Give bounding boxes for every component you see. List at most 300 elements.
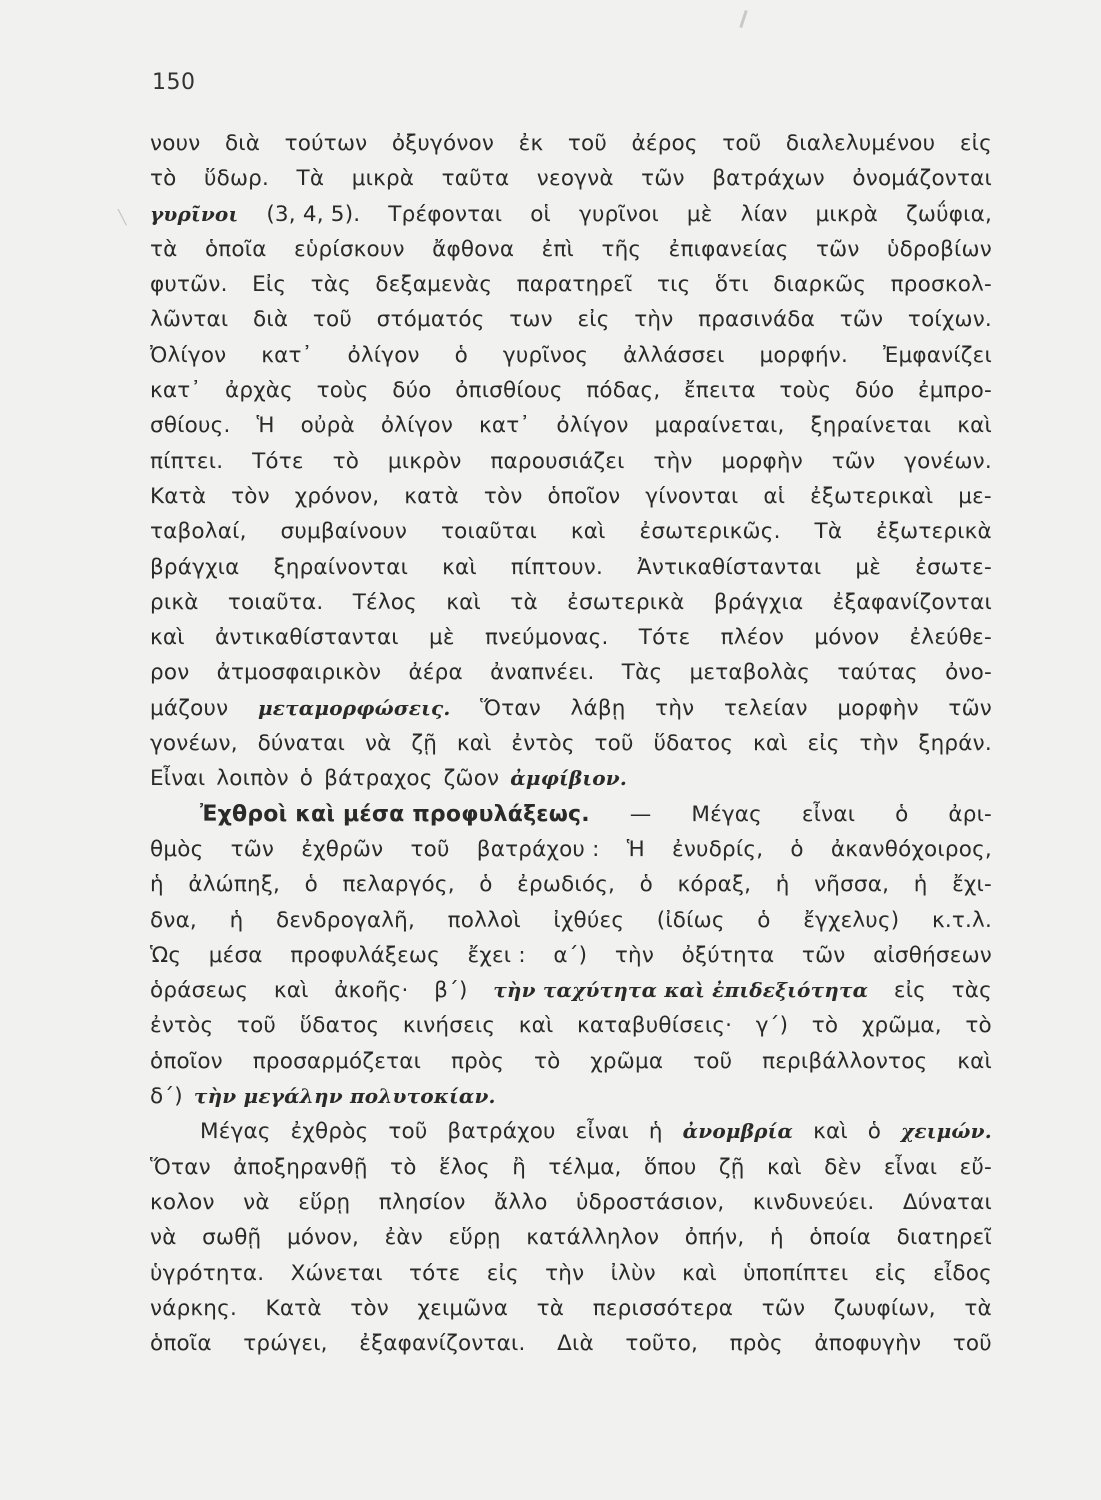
text-line — [150, 1291, 992, 1326]
word: μαραίνεται, — [654, 413, 785, 439]
word: κινδυνεύει. — [752, 1189, 875, 1215]
word: τὴν — [653, 448, 693, 474]
word: ἐσωτε- — [915, 554, 992, 580]
word: α΄) — [553, 942, 588, 968]
word: ὀνο- — [945, 660, 992, 686]
word: τὰ — [510, 589, 538, 615]
word: ἔγχελυς) — [803, 907, 900, 933]
word: ὁ — [299, 766, 314, 792]
word: κατ᾽ — [261, 342, 313, 368]
word: ἀέρα — [408, 660, 463, 686]
word: μορφὴν — [837, 695, 919, 721]
word: ἀτμοσφαιρικὸν — [216, 660, 382, 686]
word: εὕρῃ — [448, 1225, 501, 1251]
word: εὔ- — [959, 1154, 992, 1180]
word: ἐνυδρίς, — [672, 836, 764, 862]
word: Τὰς — [621, 660, 663, 686]
word: ἐξωτερικὰ — [876, 519, 992, 545]
word: αἱ — [763, 483, 786, 509]
word: ἐσωτερικῶς. — [639, 519, 781, 545]
text-line — [150, 1044, 992, 1079]
word: τοῦτο, — [625, 1331, 699, 1357]
word: Ὅταν — [480, 695, 541, 721]
word: πρὸς — [729, 1331, 783, 1357]
word: ἐχθρὸς — [290, 1119, 369, 1145]
word: χρῶμα, — [861, 1013, 942, 1039]
word: δνα, — [150, 907, 197, 933]
word: ἀλλάσσει — [623, 342, 725, 368]
word: ταῦτα — [441, 166, 510, 192]
word: τὴν — [614, 942, 655, 968]
word: γυρῖνοι — [579, 201, 659, 227]
word: τις — [656, 272, 691, 298]
word: μορφήν. — [759, 342, 849, 368]
word: καὶ — [518, 1013, 554, 1039]
word: πρασινάδα — [698, 307, 816, 333]
word: νουν — [150, 131, 201, 156]
word: ἐκ — [518, 131, 544, 156]
word: τοῦ — [567, 131, 607, 156]
word: τὴν — [655, 695, 695, 721]
word: μὲ — [429, 625, 455, 651]
word: ὑποπίπτει — [743, 1260, 849, 1286]
text-line — [150, 797, 992, 832]
word: θμὸς — [150, 836, 204, 862]
word: τοῦ — [693, 1048, 733, 1074]
text-line — [150, 514, 992, 549]
word: ὁράσεως — [150, 978, 249, 1004]
word: καὶ — [957, 1048, 992, 1074]
word: εἰς — [807, 731, 840, 757]
word: Τέλος — [352, 589, 417, 615]
word: περιβάλλοντος — [762, 1048, 928, 1074]
key-term: γυρῖνοι — [150, 201, 239, 226]
word: Μέγας — [691, 801, 762, 827]
word: τῶν — [948, 695, 992, 721]
word: ξηραίνεται — [810, 413, 932, 439]
word: ὀξυγόνον — [391, 131, 495, 156]
word: τοῦ — [312, 307, 352, 333]
word: νάρκης. — [150, 1295, 237, 1321]
word: δεξαμενὰς — [375, 272, 493, 298]
word: γίνονται — [645, 483, 739, 509]
word: λῶνται — [150, 307, 229, 333]
text-line — [150, 655, 992, 690]
word: τότε — [408, 1260, 461, 1286]
word: εἰς — [959, 131, 992, 156]
word: καὶ — [752, 731, 788, 757]
word: καὶ — [813, 1119, 848, 1145]
word: περισσότερα — [592, 1295, 734, 1321]
word: ταβολαί, — [150, 519, 247, 545]
word: τὸν — [231, 483, 270, 509]
word: βατράχου — [447, 1119, 556, 1145]
word: Ἡ — [256, 413, 275, 439]
word: τοιαῦτα. — [227, 589, 324, 615]
word: ἡ — [913, 872, 928, 898]
word: πνεύμονας. — [485, 625, 609, 651]
word: μικρὸν — [387, 448, 462, 474]
word: ὁ — [867, 1119, 882, 1145]
word: ἐπὶ — [541, 236, 575, 262]
word: μὲ — [686, 201, 713, 227]
word: τοίχων. — [907, 307, 992, 333]
word: λοιπὸν — [216, 766, 289, 792]
word: Ὅταν — [150, 1154, 211, 1180]
word: ἀρχὰς — [224, 378, 293, 404]
text-line — [150, 973, 992, 1008]
key-term: τὴν ταχύτητα καὶ ἐπιδεξιότητα — [493, 978, 869, 1003]
key-term: μεταμορφώσεις. — [257, 695, 451, 720]
word: ὁποῖον — [547, 483, 621, 509]
text-line — [150, 126, 992, 161]
word: παρουσιάζει — [490, 448, 625, 474]
word: Τότε — [638, 625, 691, 651]
word: ὁποῖα — [150, 1331, 212, 1357]
word: μικρὰ — [815, 201, 878, 227]
section-heading: Ἐχθροὶ καὶ μέσα προφυλάξεως. — [200, 801, 590, 827]
word: ὁποῖα — [204, 236, 267, 262]
word: Τὰ — [296, 166, 325, 192]
word: ὁποῖον — [150, 1048, 223, 1074]
word: μόνον, — [286, 1225, 360, 1251]
word: Ἐμφανίζει — [882, 342, 992, 368]
word: τῶν — [761, 1295, 806, 1321]
word: μάζουν — [150, 695, 229, 721]
word: ἐντὸς — [511, 731, 575, 757]
word: τὸν — [483, 483, 523, 509]
word: τὴν — [634, 307, 674, 333]
text-line — [150, 161, 992, 196]
word: εἶναι — [801, 801, 856, 827]
word: ἀποφυγὴν — [814, 1331, 922, 1357]
word: εἰς — [486, 1260, 519, 1286]
word: δύναται — [257, 731, 346, 757]
text-line — [150, 1185, 992, 1220]
key-term: χειμών. — [901, 1119, 992, 1144]
scan-speck: ╲ — [118, 210, 127, 226]
word: τελείαν — [723, 695, 808, 721]
word: τῶν — [815, 236, 860, 262]
word: μορφὴν — [721, 448, 803, 474]
word: μόνον — [814, 625, 880, 651]
word: (3, 4, 5). — [266, 201, 361, 227]
word: κόραξ, — [677, 872, 752, 898]
word: Μέγας — [200, 1119, 271, 1145]
text-line — [150, 267, 992, 302]
word: ὅπου — [643, 1154, 697, 1180]
word: γονέων, — [150, 731, 238, 757]
word: ὑδροστάσιον, — [575, 1189, 725, 1215]
word: Εἶναι — [150, 766, 206, 792]
text-line — [150, 373, 992, 408]
word: εὑρίσκουν — [294, 236, 405, 262]
word: ἡ — [150, 872, 164, 898]
word: Ἡ — [626, 836, 645, 862]
word: ἐρωδιός, — [517, 872, 616, 898]
word: κ.τ.λ. — [931, 907, 992, 933]
word: ὀξύτητα — [681, 942, 775, 968]
word: εἶναι — [575, 1119, 629, 1145]
scan-mark — [739, 10, 747, 28]
word: ζωΰφια, — [905, 201, 992, 227]
word: ὁ — [790, 836, 804, 862]
word: ἔχι- — [952, 872, 992, 898]
word: δύο — [854, 378, 895, 404]
word: βατράχου : — [476, 836, 600, 862]
text-line — [150, 232, 992, 267]
word: δὲν — [824, 1154, 862, 1180]
key-term: ἀνομβρία — [682, 1119, 794, 1144]
word: τοῦ — [722, 131, 762, 156]
word: ἀποξηρανθῇ — [233, 1154, 368, 1180]
word: ἀέρος — [631, 131, 698, 156]
word: των — [509, 307, 553, 333]
word: ἐξωτερικαὶ — [810, 483, 934, 509]
word: καὶ — [273, 978, 309, 1004]
word: Κατὰ — [265, 1295, 322, 1321]
word: κατὰ — [404, 483, 459, 509]
word: ὁ — [304, 872, 318, 898]
word: πολλοὶ — [447, 907, 521, 933]
word: οἱ — [530, 201, 552, 227]
word: χρόνον, — [294, 483, 380, 509]
word: τοὺς — [316, 378, 369, 404]
word: ἐσωτερικὰ — [567, 589, 685, 615]
key-term: τὴν μεγάλην πολυτοκίαν. — [193, 1084, 496, 1109]
word: εὕρῃ — [298, 1189, 351, 1215]
word: ὁ — [757, 907, 771, 933]
word: προσκολ- — [890, 272, 992, 298]
word: μὲ — [855, 554, 882, 580]
word: βράγχια — [150, 554, 240, 580]
word: ὁ — [454, 342, 469, 368]
word: τοῦ — [236, 1013, 277, 1039]
word: τέλμα, — [548, 1154, 622, 1180]
word: πίπτουν. — [510, 554, 603, 580]
word: σθίους. — [150, 413, 231, 439]
word: γονέων. — [904, 448, 992, 474]
word: ἐμπρο- — [917, 378, 992, 404]
text-line — [150, 408, 992, 443]
text-line — [150, 585, 992, 620]
word: νὰ — [243, 1189, 270, 1215]
word: ἀλώπηξ, — [188, 872, 281, 898]
word: κατ᾽ — [479, 413, 531, 439]
body-text — [150, 126, 992, 1361]
text-line — [150, 903, 992, 938]
word: ἀκανθόχοιρος, — [830, 836, 992, 862]
word: — — [629, 801, 652, 827]
word: προφυλάξεως — [290, 942, 440, 968]
word: ἢ — [512, 1154, 527, 1180]
word: διατηρεῖ — [896, 1225, 992, 1251]
word: καὶ — [150, 625, 185, 651]
word: καὶ — [766, 1154, 802, 1180]
word: ὑγρότητα. — [150, 1260, 265, 1286]
text-line — [150, 338, 992, 373]
word: ὑδροβίων — [886, 236, 992, 262]
word: νὰ — [364, 731, 392, 757]
word: βράγχια — [713, 589, 804, 615]
word: χρῶμα — [590, 1048, 664, 1074]
word: ἐὰν — [384, 1225, 423, 1251]
word: τὴν — [545, 1260, 585, 1286]
word: τοὺς — [779, 378, 832, 404]
word: ζῇ — [411, 731, 438, 757]
word: Τρέφονται — [388, 201, 503, 227]
word: ἕλος — [438, 1154, 490, 1180]
text-line — [150, 197, 992, 232]
word: τοῦ — [952, 1331, 992, 1357]
word: γυρῖνος — [502, 342, 589, 368]
word: ὁποία — [809, 1225, 872, 1251]
word: ἐντὸς — [150, 1013, 214, 1039]
word: ὁ — [895, 801, 909, 827]
word: πίπτει. — [150, 448, 224, 474]
text-line — [150, 867, 992, 902]
word: τοῦ — [388, 1119, 428, 1145]
word: ξηράν. — [918, 731, 992, 757]
word: Ὡς — [150, 942, 182, 968]
word: ὀλίγον — [347, 342, 420, 368]
word: διὰ — [253, 307, 289, 333]
word: ἀκοῆς· — [334, 978, 409, 1004]
word: πλησίον — [378, 1189, 466, 1215]
word: πόδας, — [586, 378, 661, 404]
word: τὰς — [310, 272, 351, 298]
word: στόματός — [376, 307, 485, 333]
word: ἡ — [769, 1225, 784, 1251]
word: αἰσθήσεων — [873, 942, 992, 968]
word: μέσα — [208, 942, 263, 968]
word: γ΄) — [755, 1013, 789, 1039]
word: προσαρμόζεται — [252, 1048, 422, 1074]
word: Τὰ — [814, 519, 843, 545]
word: διὰ — [224, 131, 261, 156]
word: λάβῃ — [570, 695, 626, 721]
text-line — [150, 1256, 992, 1291]
word: ἄλλο — [493, 1189, 548, 1215]
word: τὸν — [350, 1295, 389, 1321]
word: βατράχων — [712, 166, 825, 192]
word: εἶδος — [933, 1260, 992, 1286]
word: ἔπειτα — [683, 378, 756, 404]
word: τῶν — [641, 166, 685, 192]
word: καὶ — [446, 589, 481, 615]
word: καὶ — [570, 519, 606, 545]
word: λίαν — [740, 201, 788, 227]
word: ἀρι- — [948, 801, 992, 827]
word: νῆσσα, — [814, 872, 890, 898]
word: ἐχθρῶν — [301, 836, 384, 862]
word: ζῇ — [718, 1154, 745, 1180]
word: καὶ — [682, 1260, 717, 1286]
word: ἐξαφανίζονται. — [359, 1331, 526, 1357]
word: χειμῶνα — [417, 1295, 509, 1321]
word: σωθῇ — [202, 1225, 262, 1251]
word: τρώγει, — [243, 1331, 328, 1357]
word: Ὀλίγον — [150, 342, 227, 368]
word: τὸ — [533, 1048, 561, 1074]
word: ἡ — [229, 907, 244, 933]
word: πλέον — [720, 625, 785, 651]
word: ὕδατος — [299, 1013, 380, 1039]
word: ἀναπνέει. — [490, 660, 595, 686]
word: συμβαίνουν — [280, 519, 408, 545]
text-line — [150, 1220, 992, 1255]
word: νεογνὰ — [536, 166, 614, 192]
word: τὸ — [390, 1154, 417, 1180]
word: ἀντικαθίστανται — [214, 625, 399, 651]
text-line — [150, 1150, 992, 1185]
word: με- — [958, 483, 992, 509]
word: Διὰ — [557, 1331, 594, 1357]
word: τὰς — [951, 978, 992, 1004]
text-line — [150, 444, 992, 479]
word: Χώνεται — [290, 1260, 383, 1286]
word: δ΄) — [150, 1084, 183, 1110]
word: τὸ — [811, 1013, 839, 1039]
word: κινήσεις — [402, 1013, 496, 1039]
word: ὕδατος — [653, 731, 734, 757]
word: εἰς — [874, 1260, 907, 1286]
word: ἰχθύες — [553, 907, 625, 933]
word: ἡ — [775, 872, 790, 898]
word: κολον — [150, 1189, 215, 1215]
word: (ἰδίως — [656, 907, 725, 933]
text-line — [150, 691, 992, 726]
word: οὐρὰ — [300, 413, 355, 439]
word: τῶν — [230, 836, 275, 862]
word: Δύναται — [902, 1189, 992, 1215]
word: ρον — [150, 660, 190, 686]
word: ὀλίγον — [556, 413, 629, 439]
word: νὰ — [150, 1225, 177, 1251]
word: τῶν — [831, 448, 876, 474]
word: ζῶον — [443, 766, 500, 792]
word: τοῦ — [594, 731, 634, 757]
word: δύο — [392, 378, 432, 404]
word: τούτων — [284, 131, 368, 156]
word: τὰ — [964, 1295, 992, 1321]
text-line — [150, 479, 992, 514]
word: καταβυθίσεις· — [577, 1013, 733, 1039]
word: ἐπιφανείας — [668, 236, 789, 262]
word: τὸ — [150, 166, 177, 192]
word: τὸ — [965, 1013, 992, 1039]
word: μικρὰ — [351, 166, 415, 192]
word: διαλελυμένου — [785, 131, 936, 156]
word: ὁ — [639, 872, 653, 898]
word: καὶ — [456, 731, 492, 757]
word: διαρκῶς — [773, 272, 867, 298]
text-line — [150, 832, 992, 867]
word: πελαργός, — [342, 872, 455, 898]
word: ἄφθονα — [432, 236, 515, 262]
word: ἔχει : — [467, 942, 526, 968]
word: τῆς — [601, 236, 642, 262]
word: τὸ — [332, 448, 360, 474]
word: ρικὰ — [150, 589, 199, 615]
word: ἡ — [648, 1119, 663, 1145]
word: ὀπήν, — [684, 1225, 745, 1251]
text-line — [150, 761, 992, 796]
word: β΄) — [434, 978, 468, 1004]
word: Τότε — [252, 448, 304, 474]
word: τῶν — [801, 942, 846, 968]
word: ὀπισθίους — [455, 378, 563, 404]
